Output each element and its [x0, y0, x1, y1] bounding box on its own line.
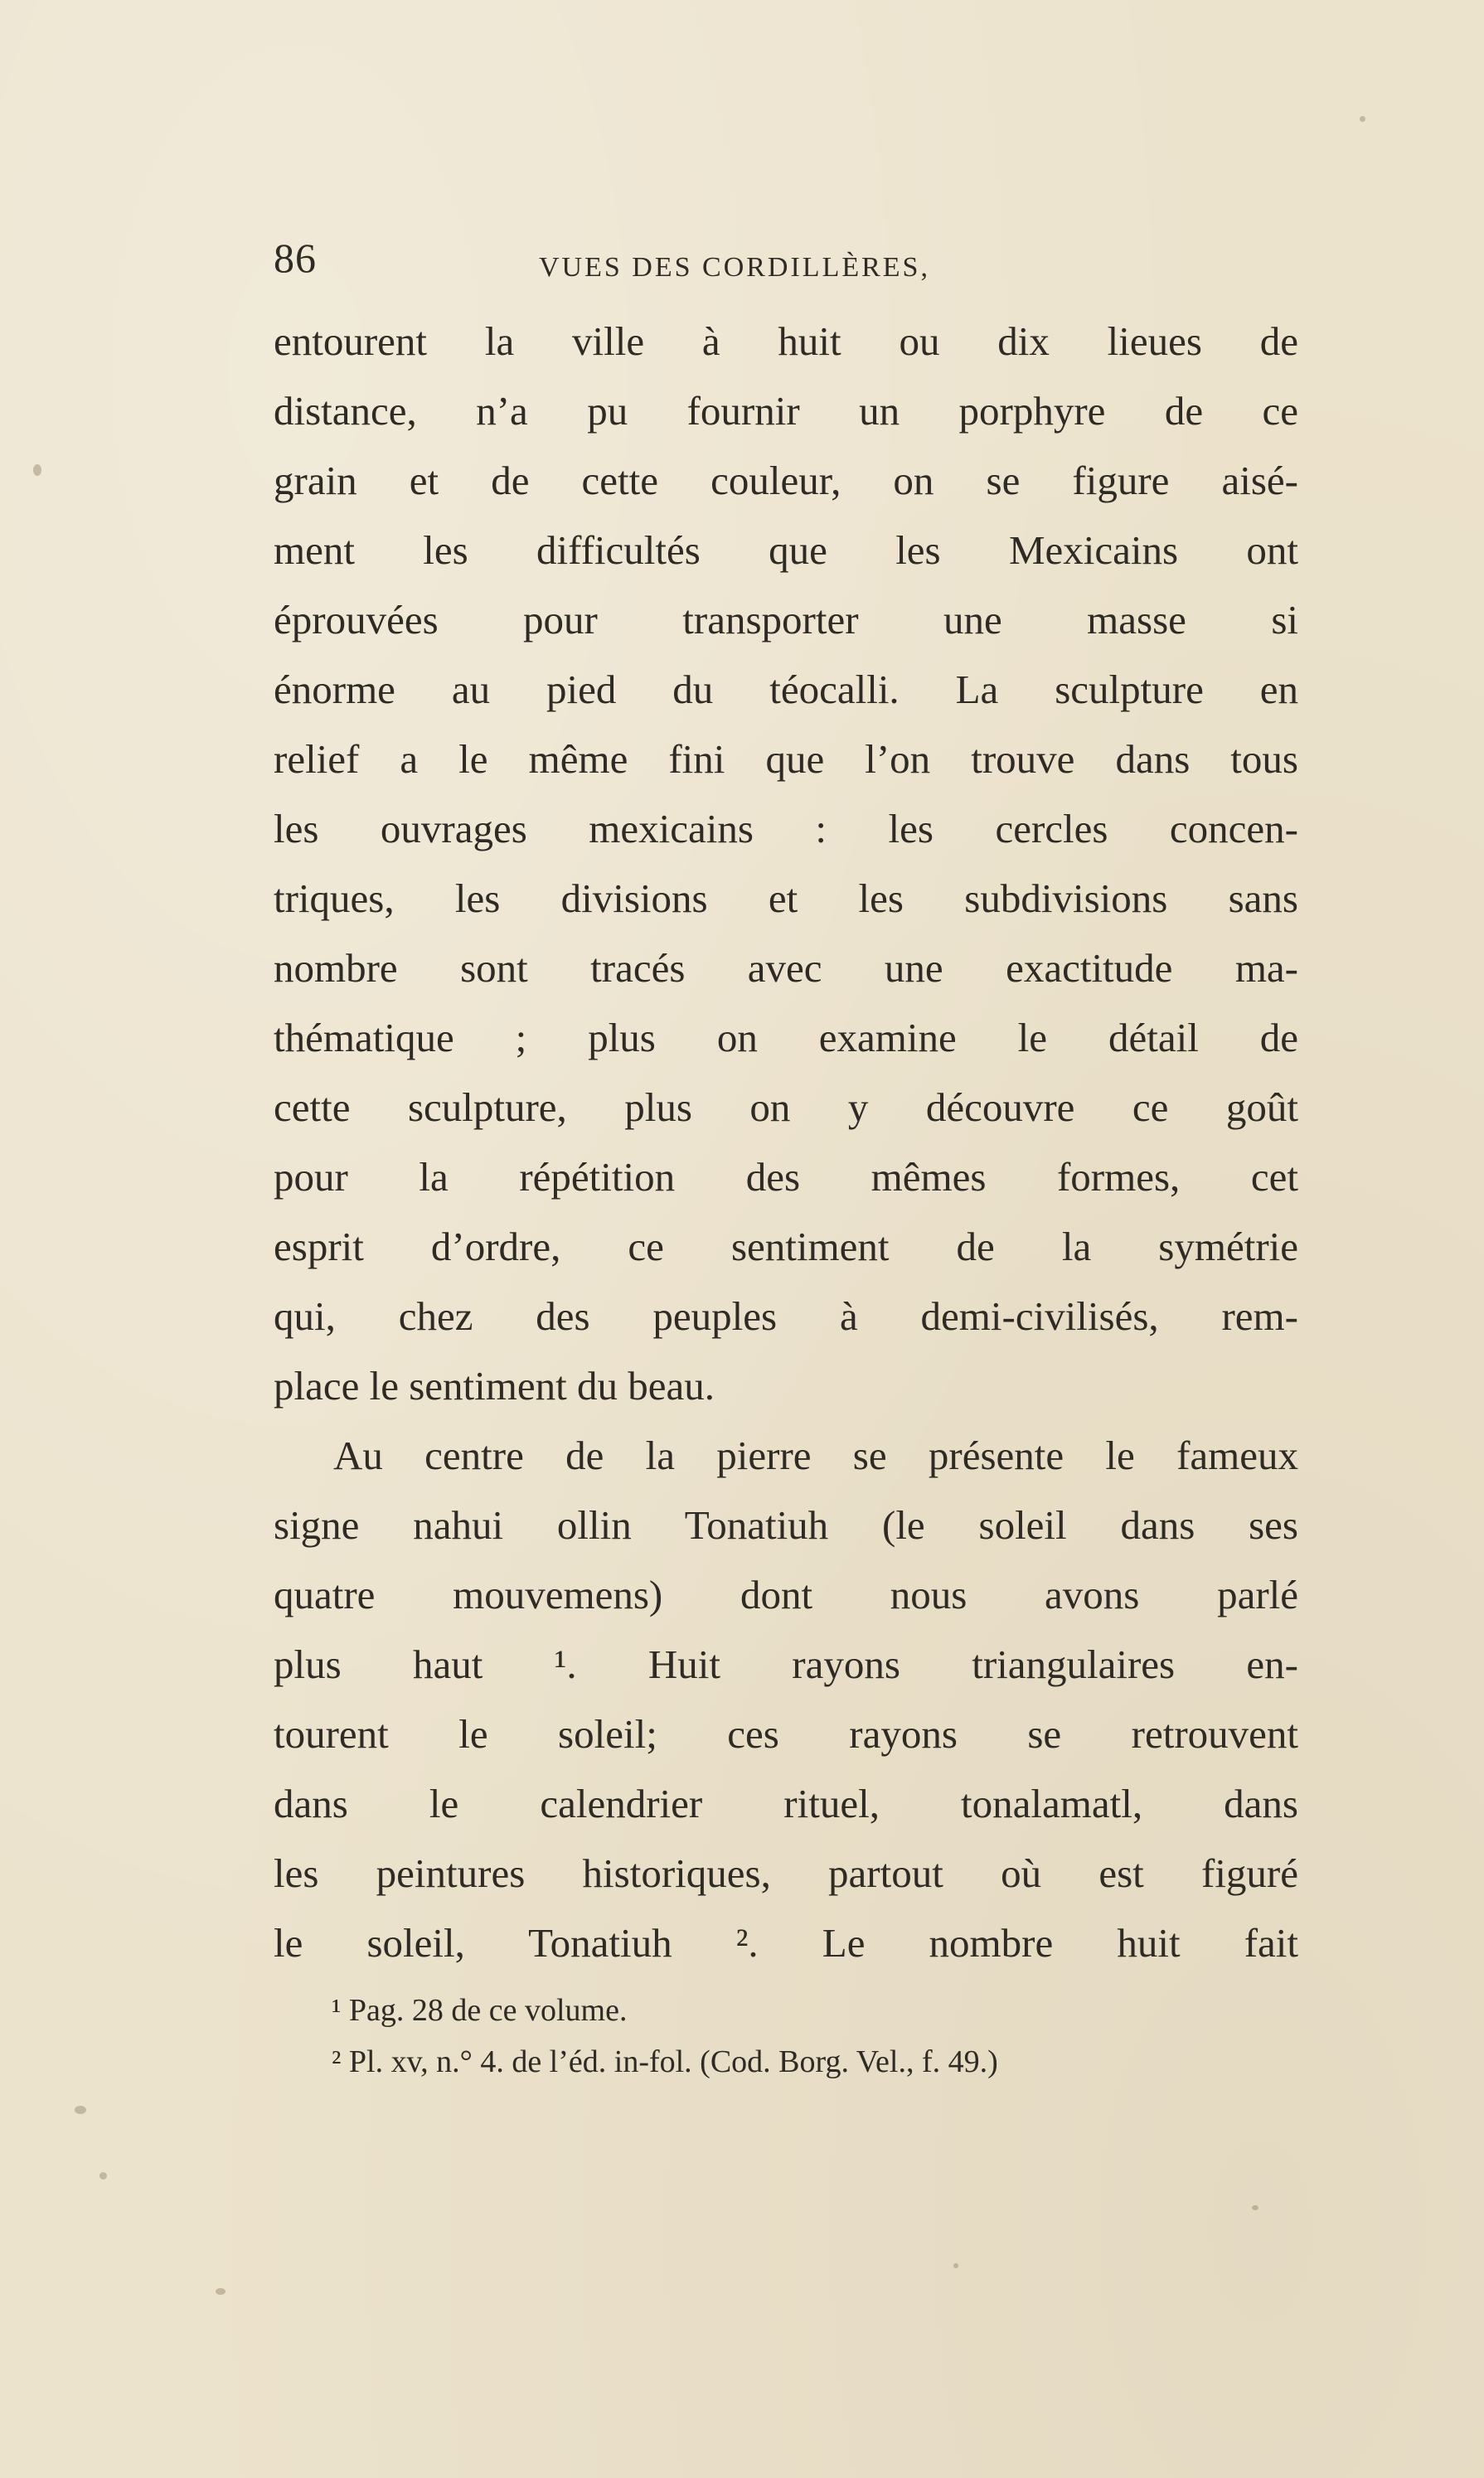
text-line: relief a le même fini que l’on trouve dans tous: [274, 736, 1298, 782]
paper-speck: [33, 464, 41, 476]
text-line: le soleil, Tonatiuh ². Le nombre huit fait: [274, 1920, 1298, 1966]
page-header: [274, 234, 1302, 292]
paper-speck: [216, 2288, 226, 2295]
text-line: dans le calendrier rituel, tonalamatl, dans: [274, 1781, 1298, 1826]
paper-speck: [99, 2172, 107, 2180]
footnote: ¹ Pag. 28 de ce volume.: [332, 1993, 628, 2028]
text-line: grain et de cette couleur, on se figure aisé-: [274, 458, 1298, 503]
text-line: éprouvées pour transporter une masse si: [274, 597, 1298, 643]
paper-speck: [1360, 116, 1365, 122]
page-number: 86: [274, 235, 317, 281]
text-line: les ouvrages mexicains : les cercles concen-: [274, 806, 1298, 851]
text-line: quatre mouvemens) dont nous avons parlé: [274, 1572, 1298, 1617]
text-line: plus haut ¹. Huit rayons triangulaires en-: [274, 1641, 1298, 1687]
text-line: énorme au pied du téocalli. La sculpture en: [274, 667, 1298, 712]
text-line: signe nahui ollin Tonatiuh (le soleil dans ses: [274, 1502, 1298, 1548]
text-line: esprit d’ordre, ce sentiment de la symétrie: [274, 1224, 1298, 1269]
text-line: triques, les divisions et les subdivisions sans: [274, 875, 1298, 921]
text-line: distance, n’a pu fournir un porphyre de ce: [274, 388, 1298, 434]
running-title: VUES DES CORDILLÈRES,: [539, 252, 930, 283]
paper-speck: [953, 2263, 958, 2268]
text-line: tourent le soleil; ces rayons se retrouvent: [274, 1711, 1298, 1757]
paper-speck: [1252, 2205, 1258, 2210]
paper-speck: [75, 2106, 86, 2114]
text-line: place le sentiment du beau.: [274, 1363, 715, 1409]
text-line: thématique ; plus on examine le détail de: [274, 1015, 1298, 1060]
text-line: ment les difficultés que les Mexicains ont: [274, 527, 1298, 573]
footnote: ² Pl. xv, n.° 4. de l’éd. in-fol. (Cod. Borg. Vel., f. 49.): [332, 2044, 998, 2079]
text-line: entourent la ville à huit ou dix lieues de: [274, 318, 1298, 364]
text-line: cette sculpture, plus on y découvre ce goût: [274, 1084, 1298, 1130]
text-line: qui, chez des peuples à demi-civilisés, rem-: [274, 1293, 1298, 1339]
text-line: les peintures historiques, partout où est figuré: [274, 1850, 1298, 1896]
text-line: nombre sont tracés avec une exactitude ma-: [274, 945, 1298, 991]
text-line: pour la répétition des mêmes formes, cet: [274, 1154, 1298, 1200]
text-line: Au centre de la pierre se présente le fameux: [333, 1433, 1298, 1478]
